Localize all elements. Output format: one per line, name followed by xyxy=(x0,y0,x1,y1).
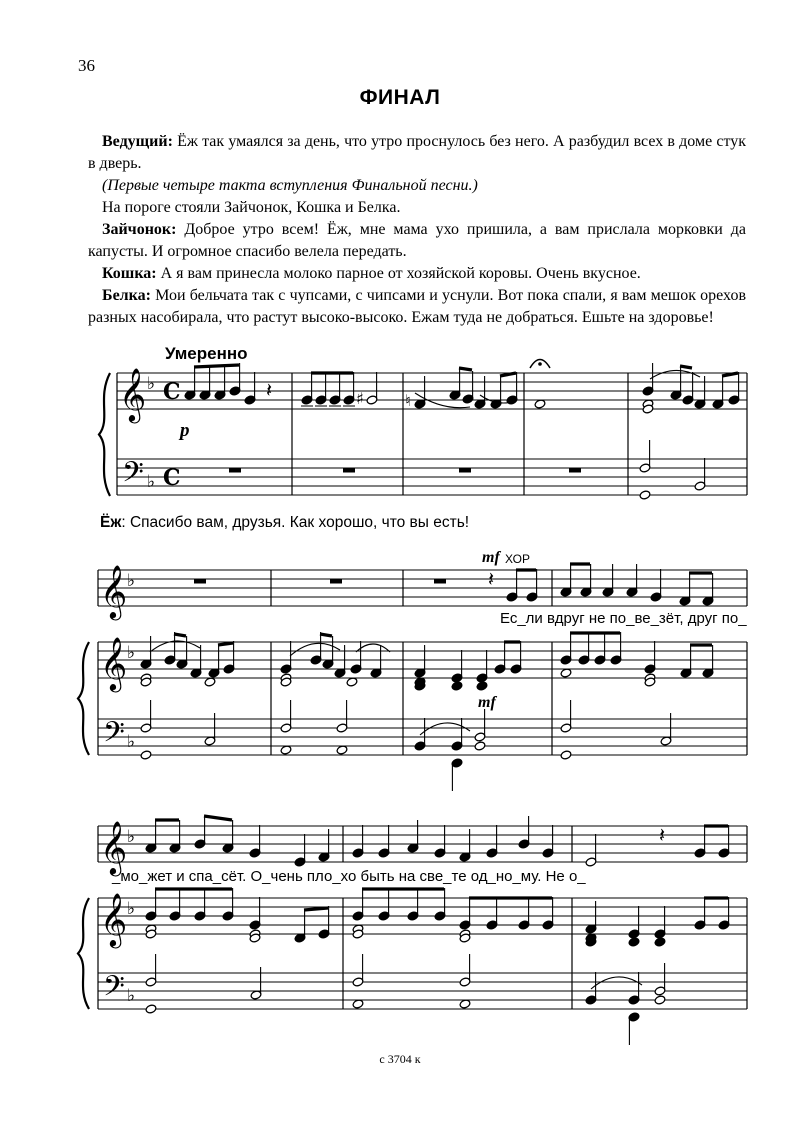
note-beam xyxy=(218,643,233,645)
note-head xyxy=(140,750,152,760)
brace xyxy=(78,642,89,755)
speaker-label: Ведущий: xyxy=(102,133,173,150)
flat-icon: ♭ xyxy=(147,374,156,394)
note-head xyxy=(654,995,666,1005)
speaker-label: Зайчонок: xyxy=(102,221,177,238)
note-beam xyxy=(680,366,692,368)
page-footer: с 3704 к xyxy=(379,1052,421,1066)
page-title: ФИНАЛ xyxy=(359,86,441,109)
note-head xyxy=(474,741,486,751)
sharp-icon: ♯ xyxy=(356,389,364,408)
whole-rest xyxy=(343,468,355,473)
bass-clef-icon: 𝄢 xyxy=(103,970,125,1010)
time-signature-common-icon: C xyxy=(163,379,181,405)
whole-rest xyxy=(194,579,206,584)
speaker-label: Ёж xyxy=(100,514,122,531)
flat-icon: ♭ xyxy=(127,732,136,752)
dynamic-mezzoforte-piano: mf xyxy=(478,694,496,711)
flat-icon: ♭ xyxy=(127,571,136,591)
page-number: 36 xyxy=(78,56,95,75)
note-head xyxy=(560,750,572,760)
whole-rest xyxy=(330,579,342,584)
paragraph-text: На пороге стояли Зайчонок, Кошка и Белка. xyxy=(102,199,401,216)
dynamic-mezzoforte-voice: mf xyxy=(482,549,500,566)
treble-clef-icon: 𝄞 xyxy=(100,564,128,618)
note-head xyxy=(476,681,488,691)
treble-clef-icon: 𝄞 xyxy=(100,892,128,946)
treble-clef-icon: 𝄞 xyxy=(100,820,128,874)
quarter-rest: 𝄽 xyxy=(266,378,273,402)
brace xyxy=(78,898,89,1009)
tempo-marking: Умеренно xyxy=(165,344,248,363)
whole-rest xyxy=(459,468,471,473)
flat-icon: ♭ xyxy=(127,827,136,847)
quarter-rest: 𝄽 xyxy=(488,567,495,591)
note-head xyxy=(639,490,651,500)
time-signature-common-icon: C xyxy=(163,465,181,491)
lyrics-line-2: _мо_жет и спа_сёт. О_чень пло_хо быть на све_те од_но_му. Не о_ xyxy=(112,868,586,885)
note-beam xyxy=(320,634,332,636)
note-head xyxy=(628,937,640,947)
bass-clef-icon: 𝄢 xyxy=(122,456,144,496)
speaker-label: Белка: xyxy=(102,287,151,304)
spoken-text: : Спасибо вам, друзья. Как хорошо, что вы есть! xyxy=(121,514,470,531)
quarter-rest: 𝄽 xyxy=(659,823,666,847)
note-beam xyxy=(174,634,186,636)
flat-icon: ♭ xyxy=(127,899,136,919)
flat-icon: ♭ xyxy=(127,986,136,1006)
note-beam xyxy=(204,816,232,820)
natural-icon: ♮ xyxy=(405,391,411,410)
slur xyxy=(591,977,642,989)
whole-rest xyxy=(434,579,446,584)
choir-label: ХОР xyxy=(505,552,530,566)
brace xyxy=(99,373,110,496)
note-head xyxy=(451,681,463,691)
lyrics-line-1: Ес_ли вдруг не по_ве_зёт, друг по_ xyxy=(500,610,747,627)
fermata-dot xyxy=(538,362,542,366)
paragraph-text: Ёж так умаялся за день, что утро проснулось без него. А разбудил всех в доме стук в дверь. xyxy=(88,133,746,172)
note-beam xyxy=(304,908,328,910)
slur xyxy=(420,723,470,735)
paragraph-text: Мои бельчата так с чупсами, с чипсами и уснули. Вот пока спали, я вам мешок орехов разных насобирала, что растут высоко-высоко. Ежам туда не добраться. Ешьте на здоровье! xyxy=(88,287,746,326)
paragraph-text: Доброе утро всем! Ёж, мне мама ухо пришила, а вам прислала морковки да капусты. И огромное спасибо велела передать. xyxy=(88,221,746,260)
treble-clef-icon: 𝄞 xyxy=(100,636,128,690)
note-head xyxy=(145,1004,157,1014)
bass-clef-icon: 𝄢 xyxy=(103,716,125,756)
dynamic-piano: p xyxy=(180,420,190,441)
flat-icon: ♭ xyxy=(127,643,136,663)
treble-clef-icon: 𝄞 xyxy=(119,367,147,421)
note-beam xyxy=(194,365,239,367)
paragraph-text: А я вам принесла молоко парное от хозяйской коровы. Очень вкусное. xyxy=(156,265,641,282)
speaker-label: Кошка: xyxy=(102,265,157,282)
whole-rest xyxy=(569,468,581,473)
stage-direction-text: (Первые четыре такта вступления Финальной песни.) xyxy=(102,177,478,194)
note-head xyxy=(654,937,666,947)
flat-icon: ♭ xyxy=(147,472,156,492)
whole-rest xyxy=(229,468,241,473)
note-beam xyxy=(459,368,472,370)
